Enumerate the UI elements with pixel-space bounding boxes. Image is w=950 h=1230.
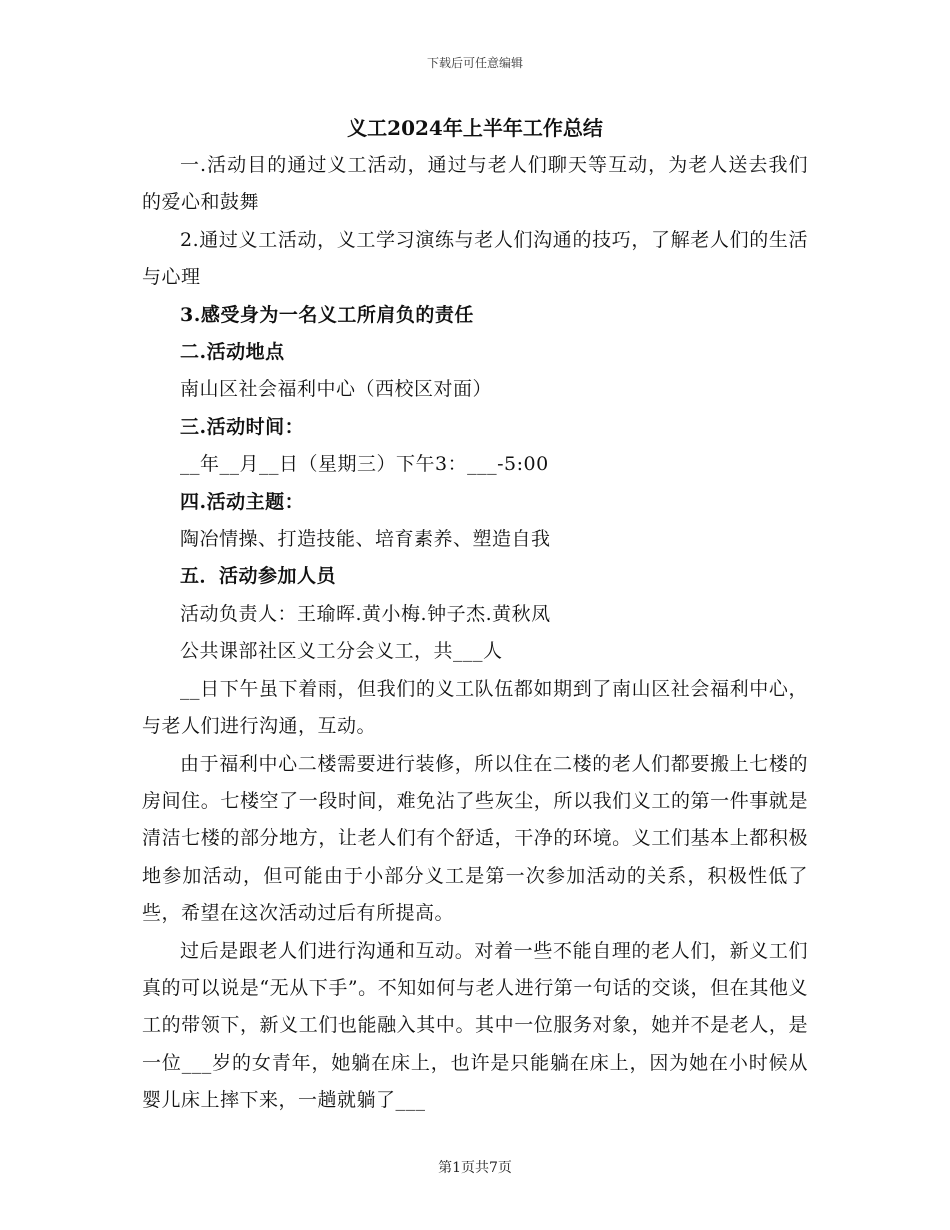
page-footer: 第1页共7页: [438, 1160, 512, 1176]
paragraph-cleaning: 由于福利中心二楼需要进行装修，所以住在二楼的老人们都要搬上七楼的房间住。七楼空了一段时间，难免沾了些灰尘，所以我们义工的第一件事就是清洁七楼的部分地方，让老人们有个舒适，干净的环境。义工们基本上都积极地参加活动，但可能由于小部分义工是第一次参加活动的关系，积极性低了些，希望在这次活动过后有所提高。: [142, 752, 808, 925]
paragraph-leaders: 活动负责人：王瑜晖.黄小梅.钟子杰.黄秋凤: [180, 602, 551, 625]
paragraph-purpose-2: 2.通过义工活动，义工学习演练与老人们沟通的技巧，了解老人们的生活与心理: [142, 228, 808, 289]
section-heading-participants: 五．活动参加人员: [180, 565, 337, 588]
section-heading-time: 三.活动时间：: [180, 415, 305, 438]
paragraph-interaction: 过后是跟老人们进行沟通和互动。对着一些不能自理的老人们，新义工们真的可以说是“无从下手”。不知如何与老人进行第一句话的交谈，但在其他义工的带领下，新义工们也能融入其中。其中一位服务对象，她并不是老人，是一位___岁的女青年，她躺在床上，也许是只能躺在床上，因为她在小时候从婴儿床上摔下来，一趟就躺了___: [142, 939, 808, 1112]
paragraph-volunteers: 公共课部社区义工分会义工，共___人: [180, 640, 503, 663]
paragraph-location: 南山区社会福利中心（西校区对面）: [180, 378, 493, 401]
paragraph-arrival: __日下午虽下着雨，但我们的义工队伍都如期到了南山区社会福利中心，与老人们进行沟通，互动。: [142, 677, 808, 738]
paragraph-purpose-1: 一.活动目的通过义工活动，通过与老人们聊天等互动，为老人送去我们的爱心和鼓舞: [142, 154, 808, 214]
document-title: 义工2024年上半年工作总结: [347, 116, 603, 140]
section-heading-location: 二.活动地点: [180, 341, 285, 364]
paragraph-time: __年__月__日（星期三）下午3：___-5:00: [180, 453, 549, 476]
document-body: [142, 109, 808, 1120]
section-heading-theme: 四.活动主题：: [180, 490, 305, 513]
paragraph-theme: 陶冶情操、打造技能、培育素养、塑造自我: [180, 528, 551, 551]
paragraph-purpose-3: 3.感受身为一名义工所肩负的责任: [180, 303, 474, 326]
page-header: 下载后可任意编辑: [426, 56, 523, 70]
